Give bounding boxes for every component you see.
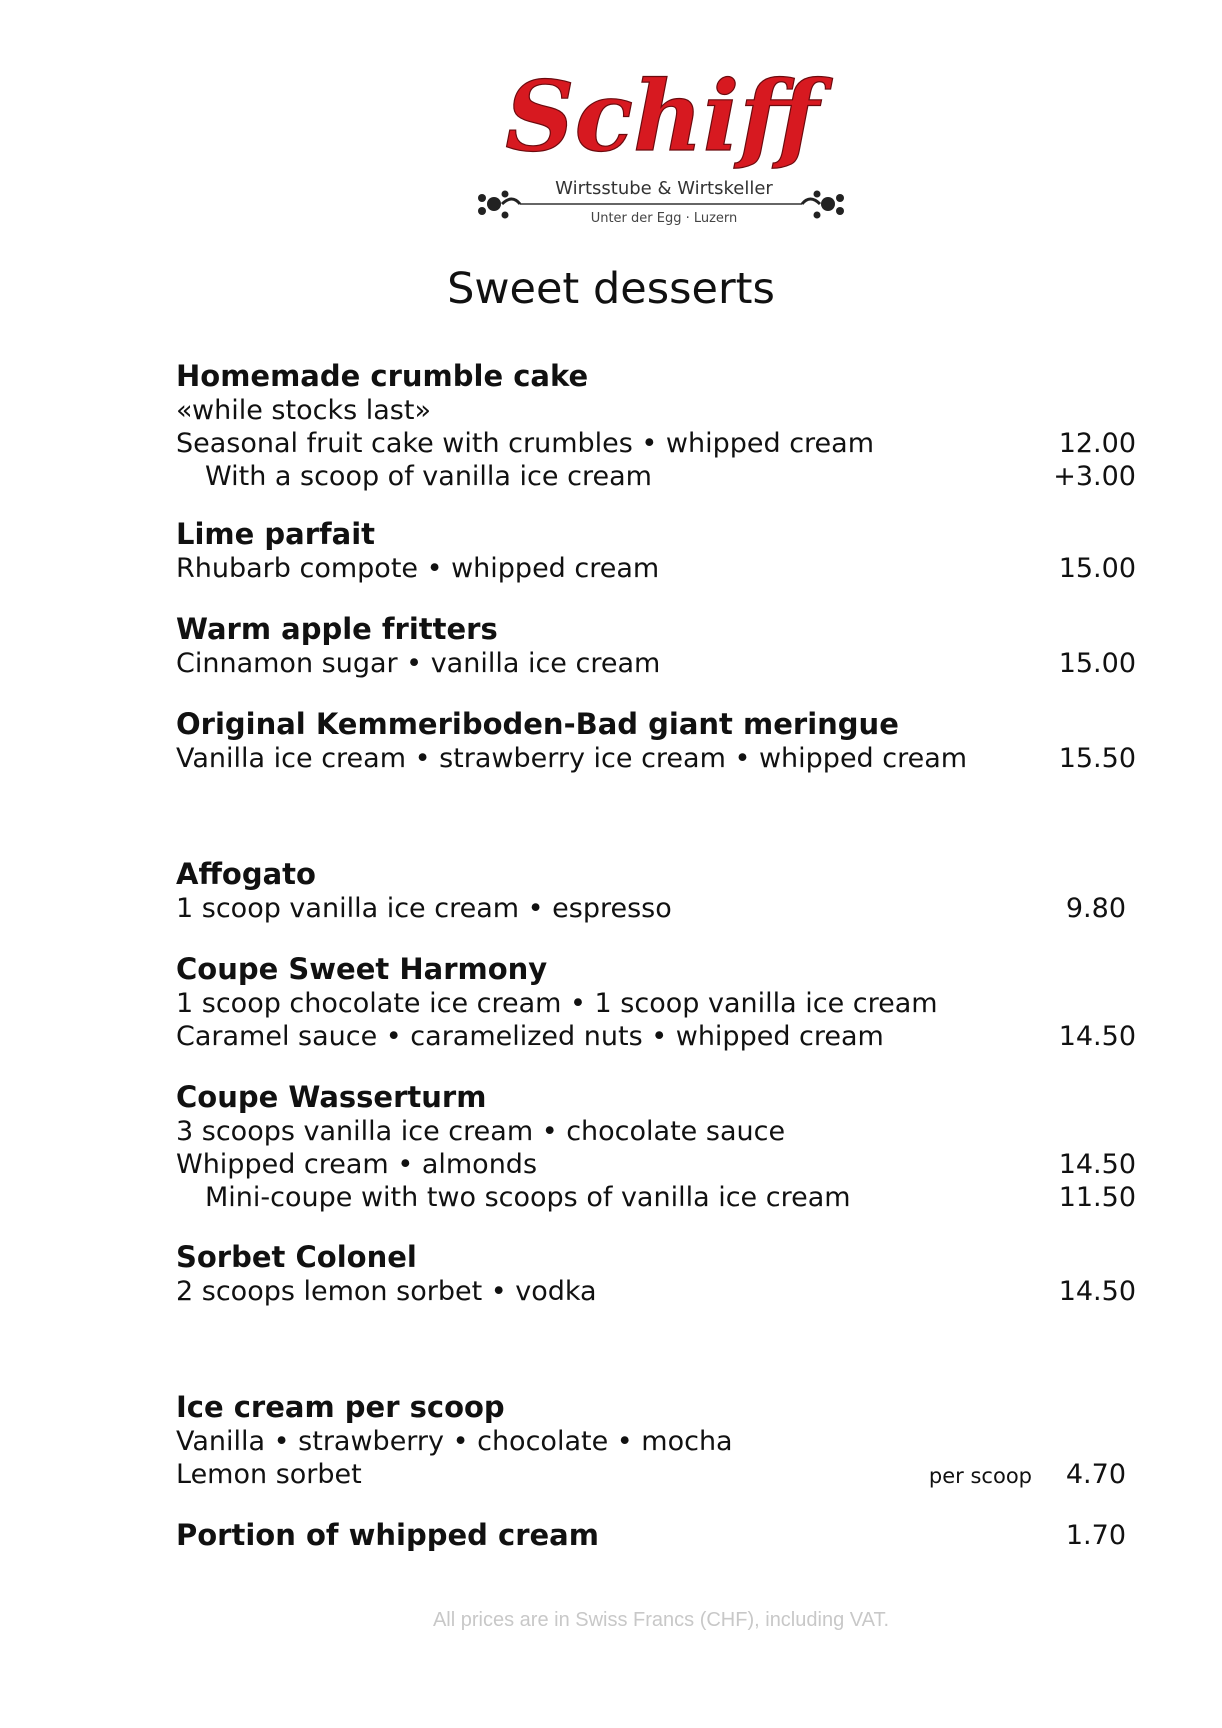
price-footnote: All prices are in Swiss Francs (CHF), including VAT. [432,1609,890,1631]
item-line [176,1181,1136,1214]
item-description: Cinnamon sugar • vanilla ice cream [176,648,661,679]
item-description: 3 scoops vanilla ice cream • chocolate sauce [176,1116,786,1147]
item-price: 11.50 [1058,1182,1136,1213]
item-price: 14.50 [1058,1149,1136,1180]
item-line [176,647,1136,680]
menu-item [176,1079,1136,1214]
item-name-text: Portion of whipped cream [176,1518,599,1552]
item-description: Rhubarb compote • whipped cream [176,553,660,584]
item-price: 15.00 [1058,553,1136,584]
item-price: +3.00 [1053,461,1136,492]
item-price: 9.80 [1065,893,1126,924]
item-line [176,1275,1136,1308]
item-option: With a scoop of vanilla ice cream [205,461,652,492]
menu-item [176,856,1136,925]
logo-graphic [472,66,852,226]
item-price: 15.50 [1058,743,1136,774]
item-price: 14.50 [1058,1276,1136,1307]
left-ornament [478,191,520,219]
logo-wordmark: Schiff [505,66,819,173]
item-line [176,1425,1136,1458]
right-ornament [802,191,844,219]
item-line [176,892,1136,925]
item-line [176,742,1136,775]
item-option: Mini-coupe with two scoops of vanilla ice cream [205,1182,851,1213]
item-description: Lemon sorbet [176,1459,362,1490]
item-price: 1.70 [1065,1520,1126,1551]
item-name: Coupe Wasserturm [176,1080,487,1114]
page-title: Sweet desserts [447,264,775,314]
item-description: 2 scoops lemon sorbet • vodka [176,1276,597,1307]
item-name: Original Kemmeriboden-Bad giant meringue [176,707,899,741]
item-description: Caramel sauce • caramelized nuts • whipped cream [176,1021,884,1052]
item-line [176,552,1136,585]
logo-tagline: Wirtsstube & Wirtskeller [555,178,773,199]
item-line [176,460,1136,493]
item-name: Warm apple fritters [176,612,498,646]
logo-location: Unter der Egg · Luzern [590,211,738,226]
menu-item [176,1517,1136,1553]
item-name: Affogato [176,857,316,891]
restaurant-logo [472,66,852,226]
menu-item [176,358,1136,493]
item-name [176,1517,1136,1553]
item-line [176,987,1136,1020]
menu-item [176,706,1136,775]
item-line [176,427,1136,460]
item-description: Whipped cream • almonds [176,1149,538,1180]
item-description: Seasonal fruit cake with crumbles • whipped cream [176,428,875,459]
price-unit: per scoop [928,1464,1032,1488]
item-description: 1 scoop vanilla ice cream • espresso [176,893,672,924]
menu-item [176,611,1136,680]
item-price: 12.00 [1058,428,1136,459]
menu-item [176,516,1136,585]
item-description: Vanilla ice cream • strawberry ice cream • whipped cream [176,743,968,774]
item-line [176,1020,1136,1053]
item-description: Vanilla • strawberry • chocolate • mocha [176,1426,733,1457]
item-price: 4.70 [1065,1459,1126,1490]
item-name: Lime parfait [176,517,376,551]
item-line [176,1148,1136,1181]
item-line [176,394,1136,427]
menu-item [176,951,1136,1053]
menu-item [176,1239,1136,1308]
item-line [176,1115,1136,1148]
item-price: 14.50 [1058,1021,1136,1052]
item-name: Homemade crumble cake [176,359,589,393]
item-description: 1 scoop chocolate ice cream • 1 scoop vanilla ice cream [176,988,938,1019]
menu-item [176,1389,1136,1491]
item-price: 15.00 [1058,648,1136,679]
item-name: Ice cream per scoop [176,1390,505,1424]
item-description: «while stocks last» [176,395,431,426]
item-name: Coupe Sweet Harmony [176,952,548,986]
item-line [176,1458,1136,1491]
item-name: Sorbet Colonel [176,1240,417,1274]
